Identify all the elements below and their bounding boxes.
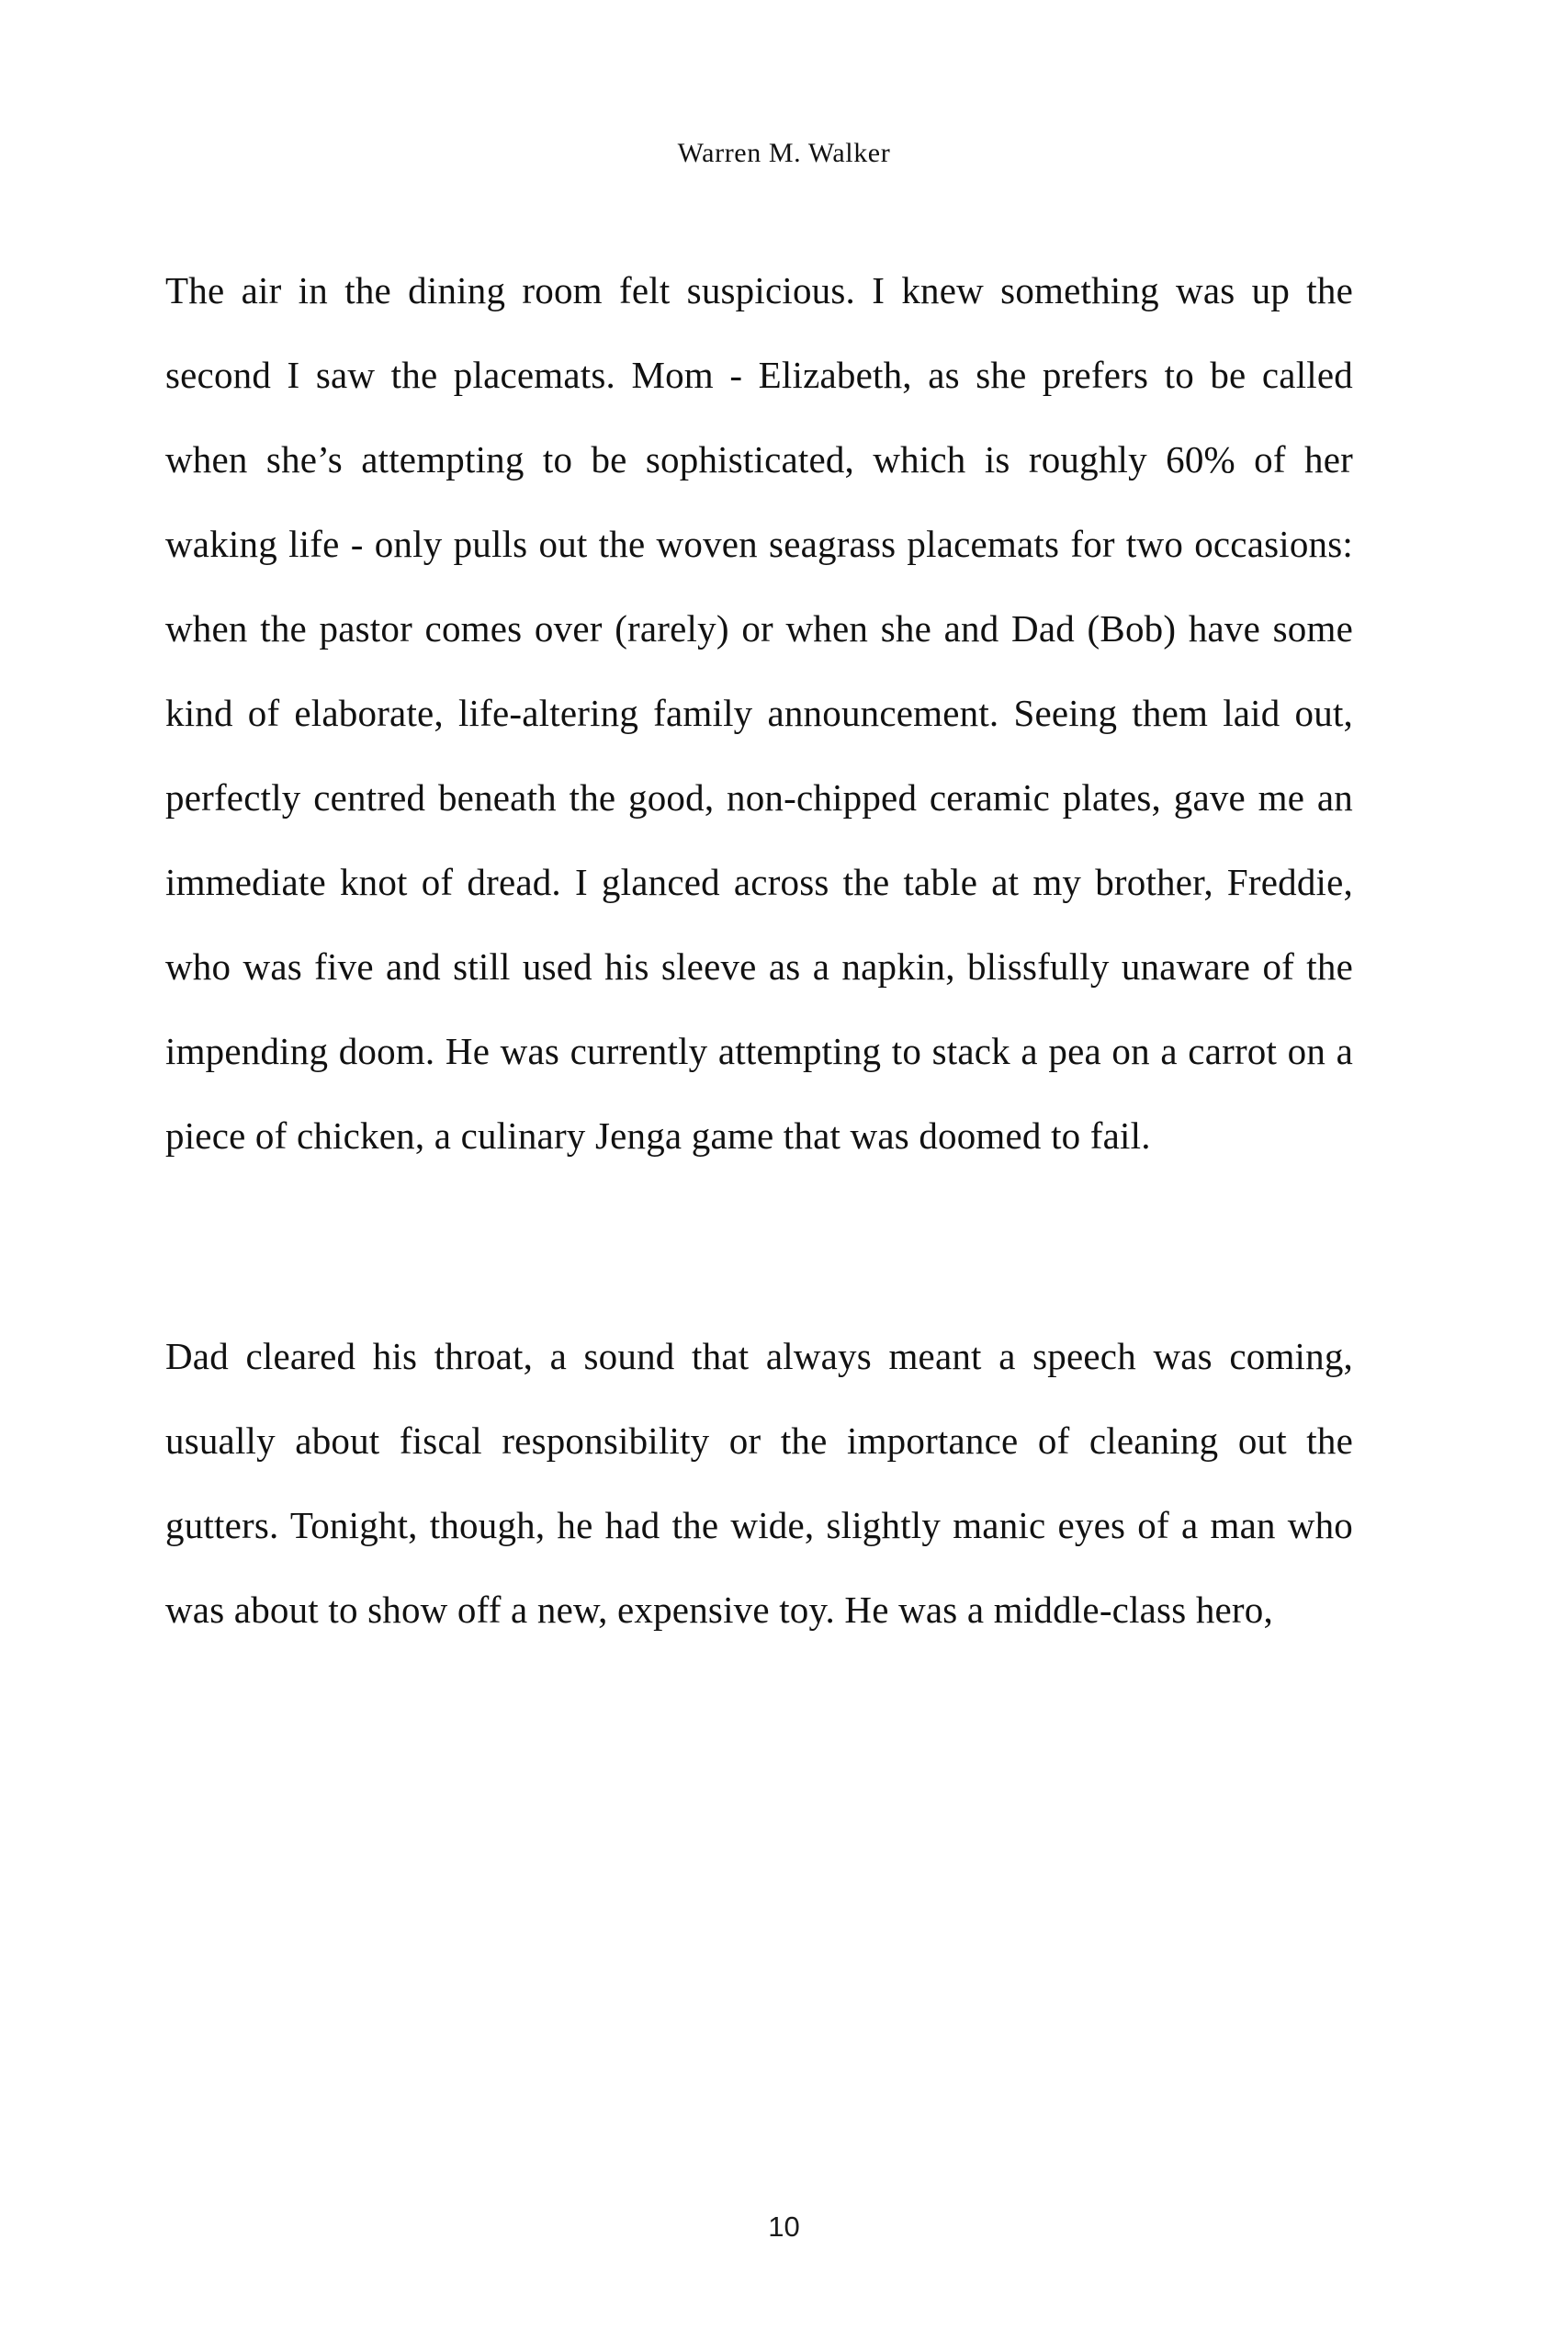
paragraph-spacer: [165, 1178, 1353, 1314]
paragraph-2: Dad cleared his throat, a sound that always meant a speech was coming, usually about fiscal responsibility or the importance of cleaning out the gutters. Tonight, though, he had the wide, slightly manic eyes of a man who was about to show off a new, expensive toy. He was a middle-class hero,: [165, 1335, 1353, 1631]
paragraph-1: The air in the dining room felt suspicious. I knew something was up the second I saw the placemats. Mom - Elizabeth, as she prefers to be called when she’s attempting to be sophisticated, which is roughly 60% of her waking life - only pulls out the woven seagrass placemats for two occasions: when the pastor comes over (rarely) or when she and Dad (Bob) have some kind of elaborate, life-altering family announcement. Seeing them laid out, perfectly centred beneath the good, non-chipped ceramic plates, gave me an immediate knot of dread. I glanced across the table at my brother, Freddie, who was five and still used his sleeve as a napkin, blissfully unaware of the impending doom. He was currently attempting to stack a pea on a carrot on a piece of chicken, a culinary Jenga game that was doomed to fail.: [165, 269, 1353, 1157]
page-number: 10: [768, 2211, 800, 2243]
page-body-text: [165, 248, 1353, 1652]
running-head-author: Warren M. Walker: [677, 138, 891, 168]
